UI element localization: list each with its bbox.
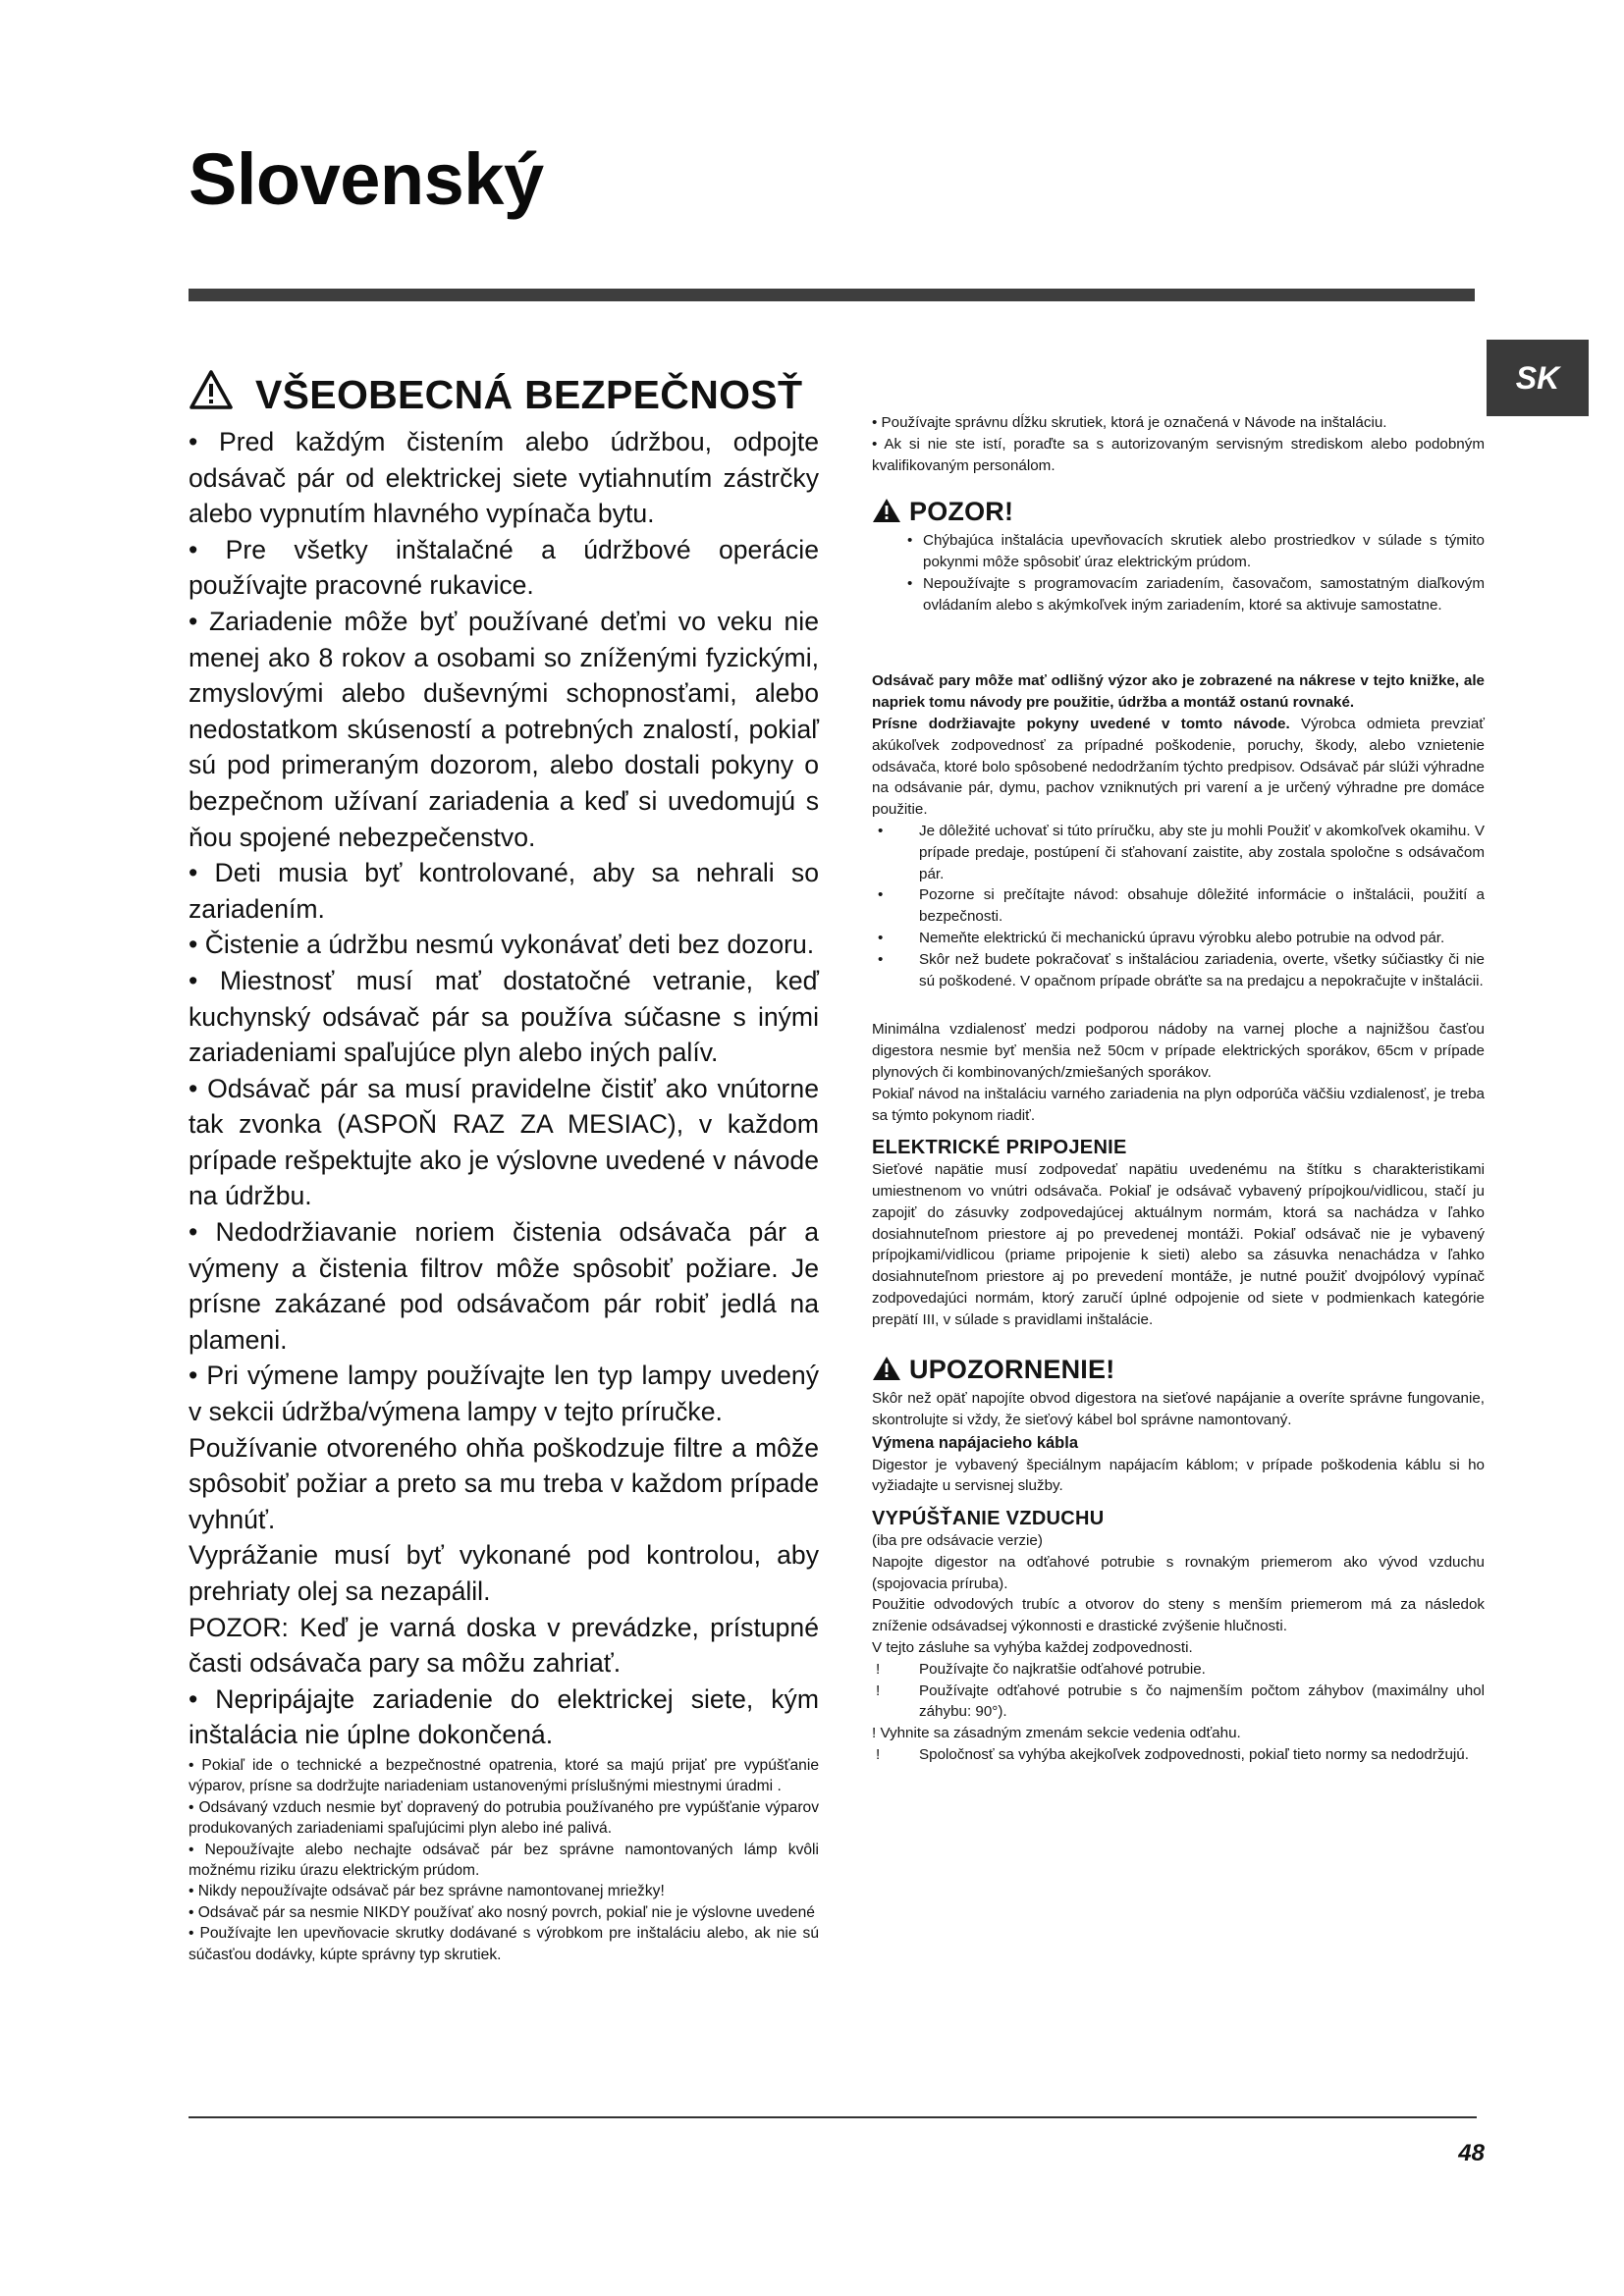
screw-length-note: • Používajte správnu dĺžku skrutiek, ktorá je označená v Návode na inštaláciu. [872,414,1387,431]
safety-paragraph: • Miestnosť musí mať dostatočné vetranie, keď kuchynský odsávač pár sa používa súčasne s inými zariadeniami spaľujúce plyn alebo iných palív. [189,965,819,1068]
exhaust-item: ! Používajte čo najkratšie odťahové potrubie. [872,1659,1485,1681]
safety-paragraph: • Čistenie a údržbu nesmú vykonávať deti bez dozoru. [189,930,815,960]
safety-note: • Pokiaľ ide o technické a bezpečnostné opatrenia, ktoré sa majú prijať pre vypúšťanie výparov, prísne sa dodržujte nariadeniam ustanovenými príslušnými miestnymi úradmi . [189,1756,819,1795]
safety-paragraph: Vyprážanie musí byť vykonané pod kontrolou, aby prehriaty olej sa nezapálil. [189,1540,819,1606]
general-safety-title: VŠEOBECNÁ BEZPEČNOSŤ [255,371,803,417]
upozornenie-text: Skôr než opäť napojíte obvod digestora na sieťové napájanie a overíte správne fungovanie, skontrolujte si vždy, že sieťový kábel bol správne namontovaný. [872,1390,1485,1429]
safety-paragraph: • Nedodržiavanie noriem čistenia odsávača pár a výmeny a čistenia filtrov môže spôsobiť požiare. Je prísne zakázané pod odsávačom pár robiť jedlá na plameni. [189,1217,819,1355]
exhaust-item: ! Používajte odťahové potrubie s čo najmenším počtom záhybov (maximálny uhol záhybu: 90°). [872,1681,1485,1724]
cable-heading: Výmena napájacieho kábla [872,1433,1079,1452]
safety-paragraph: • Pred každým čistením alebo údržbou, odpojte odsávač pár od elektrickej siete vytiahnutím zástrčky alebo vypnutím hlavného vypínača bytu. [189,427,819,529]
exhaust-text: (iba pre odsávacie verzie) [872,1532,1043,1550]
instruction-bullet: • Nemeňte elektrickú či mechanickú úpravu výrobku alebo potrubie na odvod pár. [872,928,1485,949]
left-column [189,369,819,1965]
page-title: Slovenský [189,138,544,220]
safety-note: • Používajte len upevňovacie skrutky dodávané s výrobkom pre inštaláciu alebo, ak nie sú súčasťou dodávky, kúpte správny typ skrutiek. [189,1925,819,1963]
safety-note: • Odsávaný vzduch nesmie byť dopravený do potrubia používaného pre vypúšťanie výparov produkovaných zariadeniami spaľujúcimi plyn alebo iné palivá. [189,1798,819,1838]
exhaust-text: Použitie odvodových trubíc a otvorov do steny s menším priemerom má za následok zníženie odsávadsej výkonnosti e drastické zvýšenie hlučnosti. [872,1596,1485,1635]
general-safety-heading [189,369,819,420]
exhaust-heading: VYPÚŠŤANIE VZDUCHU [872,1508,1105,1530]
exhaust-text: V tejto zásluhe sa vyhýba každej zodpovednosti. [872,1639,1193,1657]
upozornenie-heading [872,1356,1485,1384]
cable-text: Digestor je vybavený špeciálnym napájacím káblom; v prípade poškodenia káblu si ho vyžiadajte u servisnej služby. [872,1456,1485,1495]
electric-heading: ELEKTRICKÉ PRIPOJENIE [872,1137,1127,1159]
safety-note: • Nikdy nepoužívajte odsávač pár bez správne namontovanej mriežky! [189,1883,665,1900]
language-tab: SK [1487,340,1589,416]
right-column [872,412,1485,1766]
safety-note: • Nepoužívajte alebo nechajte odsávač pár bez správne namontovaných lámp kvôli možnému riziku úrazu elektrickým prúdom. [189,1841,819,1879]
strict-lead: Prísne dodržiavajte pokyny uvedené v tomto návode. [872,715,1290,732]
min-distance-text-2: Pokiaľ návod na inštaláciu varného zariadenia na plyn odporúča väčšiu vzdialenosť, je treba sa týmto pokynom riadiť. [872,1085,1485,1124]
exhaust-item: ! Spoločnosť sa vyhýba akejkoľvek zodpovednosti, pokiaľ tieto normy sa nedodržujú. [872,1744,1485,1766]
pozor-item: • Nepoužívajte s programovacím zariadením, časovačom, samostatným diaľkovým ovládaním alebo s akýmkoľvek iným zariadením, ktoré sa aktivuje samostatne. [907,573,1485,616]
warning-filled-triangle-icon [872,1356,901,1384]
instruction-bullet: • Je dôležité uchovať si túto príručku, aby ste ju mohli Použiť v akomkoľvek okamihu. V prípade predaje, postúpení či sťahovaní zaistite, aby zostala spoločne s odsávačom pár. [872,821,1485,884]
instruction-bullets [872,821,1485,991]
safety-paragraph: • Odsávač pár sa musí pravidelne čistiť ako vnútorne tak zvonka (ASPOŇ RAZ ZA MESIAC), v každom prípade rešpektujte ako je výslovne uvedené v návode na údržbu. [189,1073,819,1211]
pozor-list [907,530,1485,615]
warning-triangle-icon [189,369,234,420]
exhaust-text: Napojte digestor na odťahové potrubie s rovnakým priemerom ako vývod vzduchu (spojovacia príruba). [872,1553,1485,1592]
upozornenie-title: UPOZORNENIE! [909,1354,1115,1384]
safety-paragraph: POZOR: Keď je varná doska v prevádzke, prístupné časti odsávača pary sa môžu zahriať. [189,1612,819,1679]
title-rule [189,289,1475,301]
safety-paragraph: • Pri výmene lampy používajte len typ lampy uvedený v sekcii údržba/výmena lampy v tejto príručke. [189,1361,819,1427]
pozor-item: • Chýbajúca inštalácia upevňovacích skrutiek alebo prostriedkov v súlade s týmito pokynmi môže spôsobiť úraz elektrickým prúdom. [907,530,1485,573]
exhaust-list [872,1659,1485,1766]
safety-paragraph: • Nepripájajte zariadenie do elektrickej siete, kým inštalácia nie úplne dokončená. [189,1683,819,1750]
safety-paragraph: • Zariadenie môže byť používané deťmi vo veku nie menej ako 8 rokov a osobami so zníženými fyzickými, zmyslovými alebo duševnými schopnosťami, alebo nedostatkom skúseností a potrebných znalostí, pokiaľ sú pod primeraným dozorom, alebo dostali pokyny o bezpečnom užívaní zariadenia a keď si uvedomujú s ňou spojené nebezpečenstvo. [189,606,819,852]
safety-paragraph: Používanie otvoreného ohňa poškodzuje filtre a môže spôsobiť požiar a preto sa mu treba v každom prípade vyhnúť. [189,1432,819,1534]
safety-paragraph: • Deti musia byť kontrolované, aby sa nehrali so zariadením. [189,858,819,924]
min-distance-text: Minimálna vzdialenosť medzi podporou nádoby na varnej ploche a najnižšou časťou digestora nesmie byť menšia než 50cm v prípade elektrických sporákov, 65cm v prípade plynových či kombinovaných/zmiešaných sporákov. [872,1021,1485,1081]
safety-note: • Odsávač pár sa nesmie NIKDY používať ako nosný povrch, pokiaľ nie je výslovne uvedené [189,1903,815,1921]
footer-rule [189,2116,1477,2118]
warning-filled-triangle-icon [872,498,901,526]
electric-text: Sieťové napätie musí zodpovedať napätiu uvedenému na štítku s charakteristikami umiestnenom vo vnútri odsávača. Pokiaľ je odsávač vybavený prípojkou/vidlicou, stačí ju zapojiť do zásuvky zodpovedajúcej aktuálnym normám, ktorá sa nachádza v ľahko dosiahnuteľnom priestore aj po prevedenej montáži. Pokiaľ odsávač nie je vybavený prípojkami/vidlicou (priame pripojenie k sieti) alebo sa zásuvka nenachádza v ľahko dosiahnuteľnom priestore aj po prevedení montáže, je nutné použiť dvojpólový vypínač zodpovedajúci normám, ktorý zaručí úplné odpojenie od siete v podmienkach kategórie prepätí III, v súlade s pravidlami inštalácie. [872,1161,1485,1328]
pozor-heading [872,498,1485,526]
safety-paragraph: • Pre všetky inštalačné a údržbové operácie používajte pracovné rukavice. [189,534,819,601]
appearance-notice: Odsávač pary môže mať odlišný výzor ako je zobrazené na nákrese v tejto knižke, ale napriek tomu návody pre použitie, údržba a montáž ostanú rovnaké. [872,672,1485,712]
strict-instructions [872,714,1485,821]
strict-text: Výrobca odmieta prevziať akúkoľvek zodpovednosť za prípadné poškodenie, poruchy, škody, alebo vznietenie odsávača, ktoré bolo spôsobené nedodržaním týchto predpisov. Odsávač pár slúži výhradne na odsávanie pár, dymu, pachov vzniknutých pri varení a je určený výhradne pre domáce použitie. [872,715,1486,819]
instruction-bullet: • Skôr než budete pokračovať s inštaláciou zariadenia, overte, všetky súčiastky či nie sú poškodené. V opačnom prípade obráťte sa na predajcu a nepokračujte v inštalácii. [872,949,1485,992]
pozor-title: POZOR! [909,496,1014,526]
instruction-bullet: • Pozorne si prečítajte návod: obsahuje dôležité informácie o inštalácii, použití a bezpečnosti. [872,884,1485,928]
page-number: 48 [1458,2140,1485,2166]
service-note: • Ak si nie ste istí, poraďte sa s autorizovaným servisným strediskom alebo podobným kvalifikovaným personálom. [872,435,1485,474]
exhaust-item: ! Vyhnite sa zásadným zmenám sekcie vedenia odťahu. [872,1725,1241,1742]
